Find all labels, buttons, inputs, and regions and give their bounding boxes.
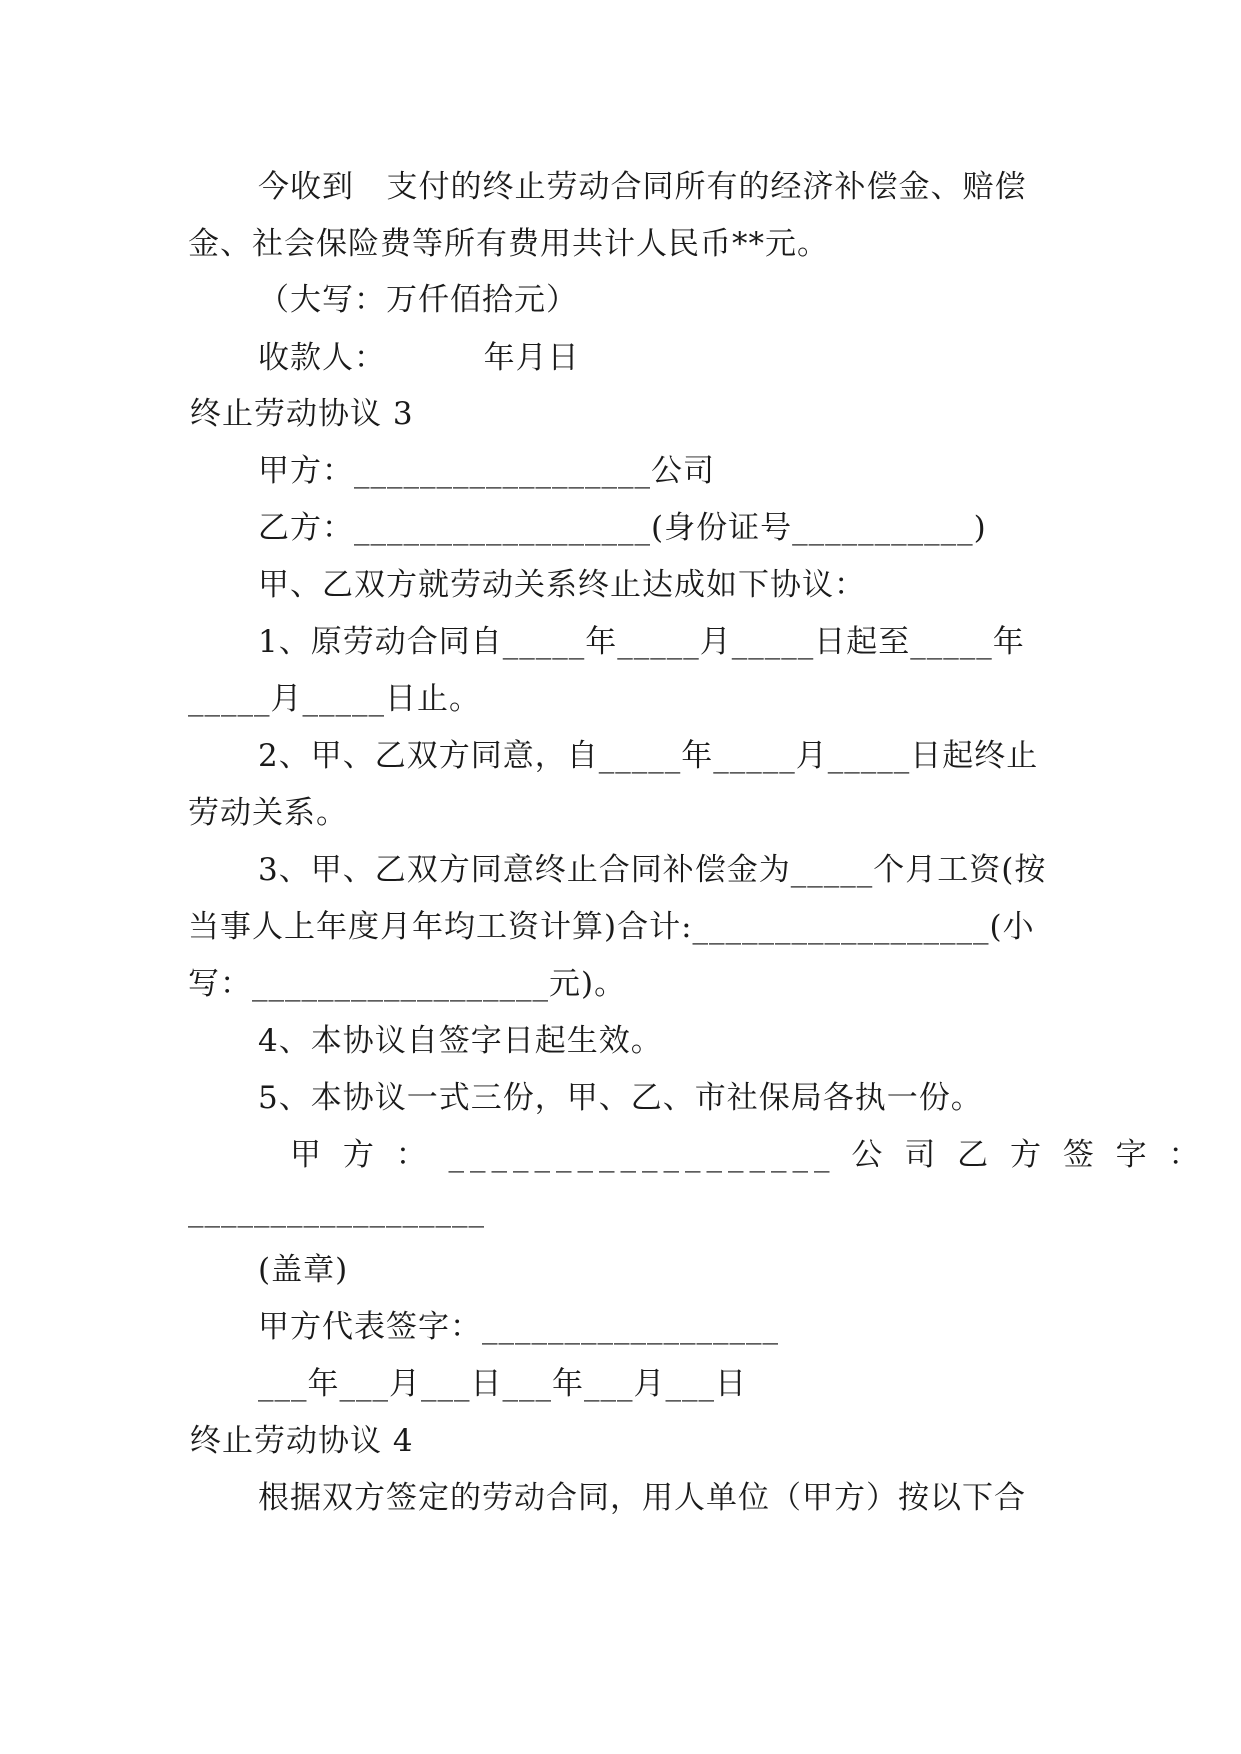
agreement-intro: 甲、乙双方就劳动关系终止达成如下协议： — [258, 567, 866, 603]
clause-2-line-2: 劳动关系。 — [188, 795, 348, 831]
clause-3-line-3: 写：__________________元)。 — [188, 966, 627, 1002]
receipt-amount-words: （大写：万仟佰拾元） — [258, 282, 578, 318]
clause-3-line-2: 当事人上年度月年均工资计算)合计:__________________(小 — [188, 909, 1035, 945]
agreement-3-title: 终止劳动协议 3 — [190, 396, 414, 432]
receipt-line-1: 今收到 支付的终止劳动合同所有的经济补偿金、赔偿 — [258, 169, 1027, 205]
clause-3-line-1: 3、甲、乙双方同意终止合同补偿金为_____个月工资(按 — [258, 852, 1047, 888]
clause-1-line-1: 1、原劳动合同自_____年_____月_____日起至_____年 — [258, 624, 1025, 660]
seal-note: (盖章) — [258, 1252, 349, 1288]
receipt-payee: 收款人： 年月日 — [258, 340, 580, 376]
party-a: 甲方：__________________公司 — [258, 453, 715, 489]
receipt-line-2: 金、社会保险费等所有费用共计人民币**元。 — [188, 226, 829, 262]
signature-line-2: __________________ — [188, 1192, 485, 1228]
clause-1-line-2: _____月_____日止。 — [188, 681, 481, 717]
signing-dates: ___年___月___日___年___月___日 — [258, 1366, 747, 1402]
party-b: 乙方：__________________(身份证号___________) — [258, 510, 987, 546]
signature-line-1: 甲 方 ： __________________ 公 司 乙 方 签 字 ： — [290, 1137, 1206, 1173]
representative-signature: 甲方代表签字：__________________ — [258, 1309, 779, 1345]
clause-5: 5、本协议一式三份，甲、乙、市社保局各执一份。 — [258, 1080, 983, 1116]
agreement-4-intro: 根据双方签定的劳动合同，用人单位（甲方）按以下合 — [258, 1480, 1026, 1516]
agreement-4-title: 终止劳动协议 4 — [190, 1423, 414, 1459]
clause-2-line-1: 2、甲、乙双方同意，自_____年_____月_____日起终止 — [258, 738, 1039, 774]
clause-4: 4、本协议自签字日起生效。 — [258, 1023, 663, 1059]
